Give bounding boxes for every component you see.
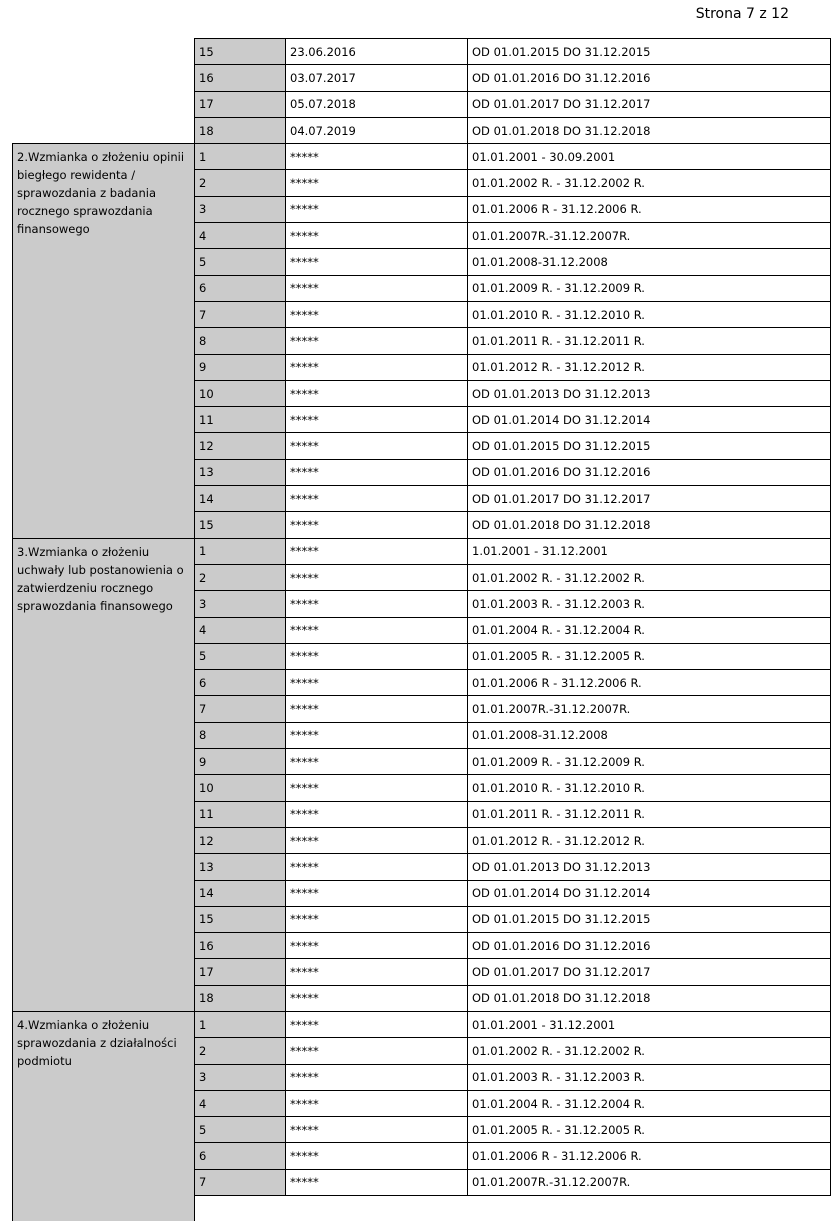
row-number: 12 bbox=[195, 433, 286, 459]
row-number: 8 bbox=[195, 722, 286, 748]
row-period: 01.01.2004 R. - 31.12.2004 R. bbox=[468, 617, 831, 643]
row-period: 01.01.2002 R. - 31.12.2002 R. bbox=[468, 564, 831, 590]
row-period: OD 01.01.2017 DO 31.12.2017 bbox=[468, 91, 831, 117]
continuation-cell bbox=[195, 1196, 831, 1221]
row-date: ***** bbox=[286, 1011, 468, 1037]
row-date: ***** bbox=[286, 775, 468, 801]
row-date: ***** bbox=[286, 1143, 468, 1169]
row-number: 13 bbox=[195, 459, 286, 485]
row-period: 01.01.2007R.-31.12.2007R. bbox=[468, 1169, 831, 1195]
row-period: OD 01.01.2015 DO 31.12.2015 bbox=[468, 433, 831, 459]
row-period: OD 01.01.2016 DO 31.12.2016 bbox=[468, 459, 831, 485]
row-date: ***** bbox=[286, 433, 468, 459]
row-number: 12 bbox=[195, 827, 286, 853]
row-number: 11 bbox=[195, 407, 286, 433]
row-number: 11 bbox=[195, 801, 286, 827]
row-number: 2 bbox=[195, 564, 286, 590]
row-number: 6 bbox=[195, 670, 286, 696]
row-date: ***** bbox=[286, 459, 468, 485]
row-period: 01.01.2006 R - 31.12.2006 R. bbox=[468, 1143, 831, 1169]
row-date: ***** bbox=[286, 275, 468, 301]
row-number: 4 bbox=[195, 223, 286, 249]
row-number: 5 bbox=[195, 643, 286, 669]
row-date: ***** bbox=[286, 144, 468, 170]
row-period: 01.01.2011 R. - 31.12.2011 R. bbox=[468, 801, 831, 827]
row-date: ***** bbox=[286, 1169, 468, 1195]
row-number: 1 bbox=[195, 538, 286, 564]
row-date: ***** bbox=[286, 985, 468, 1011]
row-period: OD 01.01.2014 DO 31.12.2014 bbox=[468, 407, 831, 433]
row-date: ***** bbox=[286, 801, 468, 827]
row-period: OD 01.01.2018 DO 31.12.2018 bbox=[468, 512, 831, 538]
table-row bbox=[13, 39, 831, 65]
row-date: ***** bbox=[286, 591, 468, 617]
section-label-empty bbox=[13, 39, 195, 144]
row-number: 2 bbox=[195, 170, 286, 196]
row-number: 10 bbox=[195, 775, 286, 801]
row-number: 13 bbox=[195, 854, 286, 880]
row-number: 8 bbox=[195, 328, 286, 354]
row-date: ***** bbox=[286, 643, 468, 669]
row-number: 7 bbox=[195, 301, 286, 327]
row-period: 01.01.2002 R. - 31.12.2002 R. bbox=[468, 170, 831, 196]
row-number: 4 bbox=[195, 1090, 286, 1116]
row-number: 15 bbox=[195, 39, 286, 65]
row-number: 5 bbox=[195, 1117, 286, 1143]
row-period: 01.01.2004 R. - 31.12.2004 R. bbox=[468, 1090, 831, 1116]
row-number: 7 bbox=[195, 1169, 286, 1195]
row-period: OD 01.01.2015 DO 31.12.2015 bbox=[468, 906, 831, 932]
register-table bbox=[12, 38, 831, 1221]
row-date: ***** bbox=[286, 249, 468, 275]
row-period: OD 01.01.2018 DO 31.12.2018 bbox=[468, 985, 831, 1011]
row-number: 6 bbox=[195, 275, 286, 301]
row-period: 01.01.2003 R. - 31.12.2003 R. bbox=[468, 591, 831, 617]
row-date: ***** bbox=[286, 959, 468, 985]
row-period: 01.01.2008-31.12.2008 bbox=[468, 722, 831, 748]
row-period: 01.01.2005 R. - 31.12.2005 R. bbox=[468, 643, 831, 669]
row-date: ***** bbox=[286, 538, 468, 564]
row-date: ***** bbox=[286, 749, 468, 775]
row-date: ***** bbox=[286, 827, 468, 853]
row-number: 2 bbox=[195, 1038, 286, 1064]
row-date: ***** bbox=[286, 380, 468, 406]
row-date: ***** bbox=[286, 670, 468, 696]
row-number: 7 bbox=[195, 696, 286, 722]
row-number: 9 bbox=[195, 749, 286, 775]
table-row bbox=[13, 144, 831, 170]
row-number: 3 bbox=[195, 1064, 286, 1090]
row-date: ***** bbox=[286, 223, 468, 249]
row-period: 01.01.2006 R - 31.12.2006 R. bbox=[468, 670, 831, 696]
row-number: 16 bbox=[195, 65, 286, 91]
row-date: ***** bbox=[286, 1064, 468, 1090]
row-period: OD 01.01.2017 DO 31.12.2017 bbox=[468, 959, 831, 985]
row-period: 01.01.2012 R. - 31.12.2012 R. bbox=[468, 354, 831, 380]
row-number: 17 bbox=[195, 959, 286, 985]
row-date: ***** bbox=[286, 170, 468, 196]
row-period: 01.01.2009 R. - 31.12.2009 R. bbox=[468, 275, 831, 301]
row-period: 01.01.2011 R. - 31.12.2011 R. bbox=[468, 328, 831, 354]
row-date: 04.07.2019 bbox=[286, 117, 468, 143]
row-number: 17 bbox=[195, 91, 286, 117]
row-period: 01.01.2010 R. - 31.12.2010 R. bbox=[468, 301, 831, 327]
row-date: ***** bbox=[286, 301, 468, 327]
row-date: 23.06.2016 bbox=[286, 39, 468, 65]
row-date: ***** bbox=[286, 512, 468, 538]
row-number: 4 bbox=[195, 617, 286, 643]
row-number: 18 bbox=[195, 985, 286, 1011]
row-period: OD 01.01.2017 DO 31.12.2017 bbox=[468, 486, 831, 512]
row-period: OD 01.01.2016 DO 31.12.2016 bbox=[468, 65, 831, 91]
row-date: 03.07.2017 bbox=[286, 65, 468, 91]
row-date: ***** bbox=[286, 1090, 468, 1116]
row-date: ***** bbox=[286, 1038, 468, 1064]
row-period: 01.01.2005 R. - 31.12.2005 R. bbox=[468, 1117, 831, 1143]
row-date: ***** bbox=[286, 196, 468, 222]
row-number: 10 bbox=[195, 380, 286, 406]
row-period: OD 01.01.2014 DO 31.12.2014 bbox=[468, 880, 831, 906]
row-date: ***** bbox=[286, 906, 468, 932]
section-label: 2.Wzmianka o złożeniu opinii biegłego rewidenta / sprawozdania z badania rocznego sprawozdania finansowego bbox=[13, 144, 195, 538]
row-number: 6 bbox=[195, 1143, 286, 1169]
row-number: 14 bbox=[195, 486, 286, 512]
row-period: 01.01.2007R.-31.12.2007R. bbox=[468, 223, 831, 249]
row-date: ***** bbox=[286, 854, 468, 880]
row-date: ***** bbox=[286, 564, 468, 590]
row-period: OD 01.01.2015 DO 31.12.2015 bbox=[468, 39, 831, 65]
row-period: 01.01.2010 R. - 31.12.2010 R. bbox=[468, 775, 831, 801]
row-date: ***** bbox=[286, 328, 468, 354]
row-period: 01.01.2006 R - 31.12.2006 R. bbox=[468, 196, 831, 222]
row-number: 3 bbox=[195, 196, 286, 222]
row-period: OD 01.01.2013 DO 31.12.2013 bbox=[468, 380, 831, 406]
row-date: ***** bbox=[286, 486, 468, 512]
row-period: 01.01.2002 R. - 31.12.2002 R. bbox=[468, 1038, 831, 1064]
row-number: 15 bbox=[195, 512, 286, 538]
row-number: 3 bbox=[195, 591, 286, 617]
row-period: 01.01.2001 - 31.12.2001 bbox=[468, 1011, 831, 1037]
row-date: ***** bbox=[286, 354, 468, 380]
table-row bbox=[13, 1011, 831, 1037]
row-number: 15 bbox=[195, 906, 286, 932]
row-number: 16 bbox=[195, 933, 286, 959]
section-label: 4.Wzmianka o złożeniu sprawozdania z działalności podmiotu bbox=[13, 1011, 195, 1221]
row-number: 9 bbox=[195, 354, 286, 380]
row-date: ***** bbox=[286, 696, 468, 722]
row-number: 18 bbox=[195, 117, 286, 143]
row-date: ***** bbox=[286, 722, 468, 748]
row-number: 5 bbox=[195, 249, 286, 275]
row-date: 05.07.2018 bbox=[286, 91, 468, 117]
row-date: ***** bbox=[286, 617, 468, 643]
row-date: ***** bbox=[286, 880, 468, 906]
row-period: 01.01.2008-31.12.2008 bbox=[468, 249, 831, 275]
page-number: Strona 7 z 12 bbox=[696, 6, 789, 22]
row-period: 01.01.2007R.-31.12.2007R. bbox=[468, 696, 831, 722]
table-row bbox=[13, 538, 831, 564]
section-label: 3.Wzmianka o złożeniu uchwały lub postanowienia o zatwierdzeniu rocznego sprawozdania finansowego bbox=[13, 538, 195, 1011]
row-period: 01.01.2009 R. - 31.12.2009 R. bbox=[468, 749, 831, 775]
row-period: 01.01.2012 R. - 31.12.2012 R. bbox=[468, 827, 831, 853]
row-date: ***** bbox=[286, 1117, 468, 1143]
row-period: 01.01.2003 R. - 31.12.2003 R. bbox=[468, 1064, 831, 1090]
row-number: 14 bbox=[195, 880, 286, 906]
row-period: OD 01.01.2018 DO 31.12.2018 bbox=[468, 117, 831, 143]
row-period: OD 01.01.2016 DO 31.12.2016 bbox=[468, 933, 831, 959]
row-date: ***** bbox=[286, 407, 468, 433]
row-number: 1 bbox=[195, 144, 286, 170]
row-date: ***** bbox=[286, 933, 468, 959]
row-period: 01.01.2001 - 30.09.2001 bbox=[468, 144, 831, 170]
row-period: 1.01.2001 - 31.12.2001 bbox=[468, 538, 831, 564]
row-period: OD 01.01.2013 DO 31.12.2013 bbox=[468, 854, 831, 880]
row-number: 1 bbox=[195, 1011, 286, 1037]
register-table-body bbox=[13, 39, 831, 1221]
